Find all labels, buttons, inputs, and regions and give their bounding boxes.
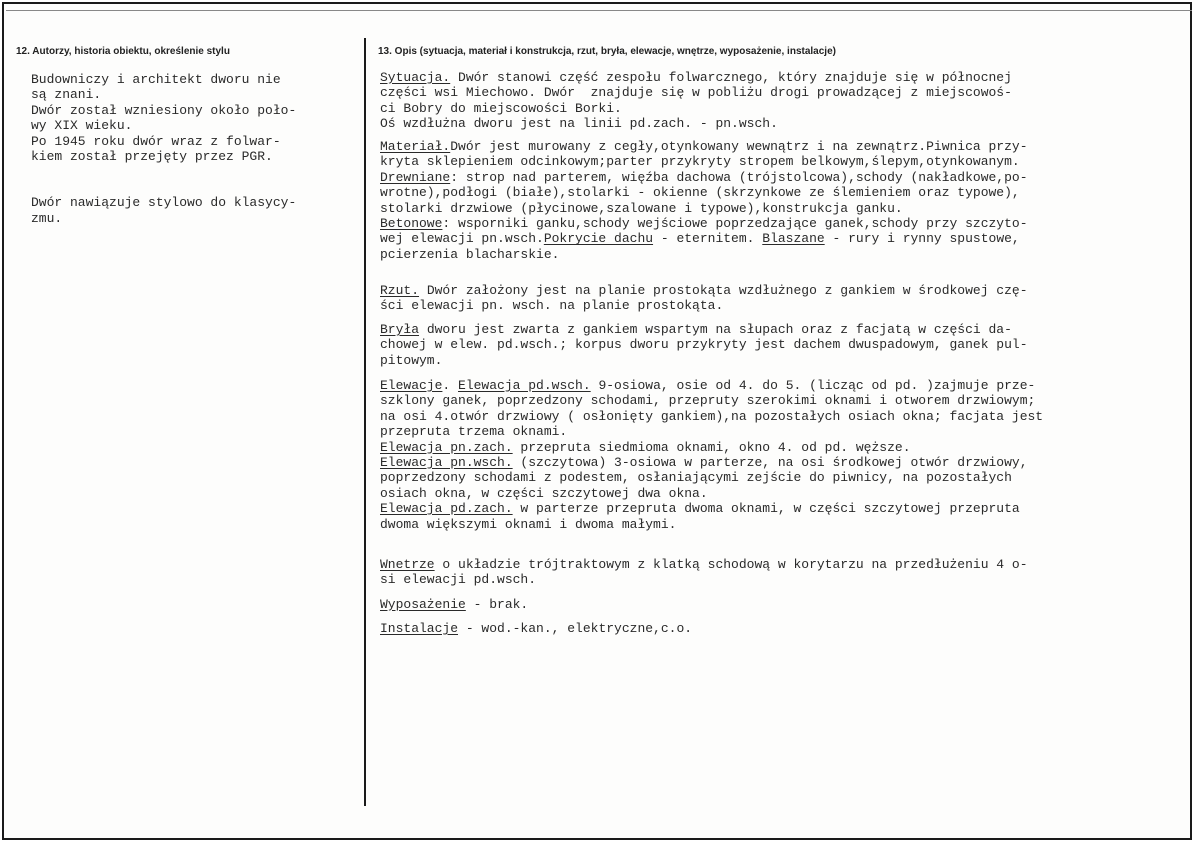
text-line: [380, 298, 1028, 313]
underlined-heading: Blaszane: [762, 231, 825, 247]
description-section: [380, 322, 1028, 368]
line-text: na osi 4.otwór drzwiowy ( osłonięty gankiem),na pozostałych osiach okna; facjata jest: [380, 408, 1044, 424]
underlined-heading: Betonowe: [380, 215, 443, 231]
text-line: [380, 470, 1043, 485]
line-text: w parterze przepruta dwoma oknami, w części szczytowej przepruta: [512, 501, 1020, 517]
line-text: stolarki drzwiowe (płycinowe,szalowane i typowe),konstrukcja ganku.: [380, 200, 903, 216]
description-section: [380, 283, 1028, 314]
text-line: [380, 597, 528, 612]
text-line: [380, 154, 1028, 169]
line-text: szklony ganek, poprzedzony schodami, przepruty szerokimi oknami i otworem drzwiowym;: [380, 393, 1036, 409]
left-text-line: [31, 164, 296, 179]
line-text: wej elewacji pn.wsch.: [380, 231, 544, 247]
text-line: [380, 70, 1012, 85]
description-section: [380, 70, 1012, 132]
line-text: pcierzenia blacharskie.: [380, 246, 560, 262]
left-column-text: [31, 72, 296, 226]
text-line: [380, 501, 1043, 516]
line-text: wrotne),podłogi (białe),stolarki - okienne (skrzynkowe ze ślemieniem oraz typowe),: [380, 185, 1020, 201]
underlined-heading: Sytuacja.: [380, 70, 451, 85]
underlined-heading: Elewacja pd.wsch.: [458, 378, 591, 393]
text-line: [380, 139, 1028, 154]
text-line: [380, 201, 1028, 216]
text-line: [380, 393, 1043, 408]
line-text: - eternitem.: [653, 231, 763, 247]
text-line: [380, 101, 1012, 116]
line-text: ści elewacji pn. wsch. na planie prostokąta.: [380, 298, 724, 314]
line-text: - brak.: [465, 597, 529, 612]
text-line: [380, 378, 1043, 393]
text-line: [380, 85, 1012, 100]
underlined-heading: Pokrycie dachu: [543, 231, 654, 247]
top-rule: [6, 10, 1192, 12]
line-text: .: [442, 378, 459, 393]
line-text: - wod.-kan., elektryczne,c.o.: [458, 621, 693, 636]
description-section: [380, 378, 1043, 532]
text-line: [380, 517, 1043, 532]
description-section: [380, 597, 528, 612]
text-line: [380, 185, 1028, 200]
text-line: [380, 322, 1028, 337]
line-text: przepruta trzema oknami.: [380, 424, 568, 440]
underlined-heading: Rzut.: [380, 283, 420, 298]
text-line: [380, 216, 1028, 231]
line-text: Dwór założony jest na planie prostokąta wzdłużnego z gankiem w środkowej czę-: [419, 283, 1028, 298]
line-text: części wsi Miechowo. Dwór znajduje się w pobliżu drogi prowadzącej z miejscowoś-: [380, 85, 1012, 101]
underlined-heading: Wnetrze: [380, 557, 435, 572]
line-text: - rury i rynny spustowe,: [824, 231, 1020, 247]
text-line: [380, 231, 1028, 246]
text-line: [380, 337, 1028, 352]
text-line: [380, 455, 1043, 470]
text-line: [380, 557, 1028, 572]
left-header: 12. Autorzy, historia obiektu, określenie stylu: [16, 46, 230, 57]
underlined-heading: Bryła: [380, 322, 420, 337]
underlined-heading: Elewacja pd.zach.: [380, 501, 513, 517]
line-text: si elewacji pd.wsch.: [380, 572, 537, 588]
column-divider: [364, 38, 366, 806]
text-line: [380, 572, 1028, 587]
text-line: [380, 409, 1043, 424]
description-section: [380, 557, 1028, 588]
line-text: Dwór stanowi część zespołu folwarcznego, który znajduje się w północnej: [450, 70, 1012, 85]
left-text-line: wy XIX wieku.: [31, 118, 133, 134]
line-text: ci Bobry do miejscowości Borki.: [380, 100, 622, 116]
left-text-line: [31, 180, 296, 195]
line-text: Oś wzdłużna dworu jest na linii pd.zach. - pn.wsch.: [380, 116, 778, 132]
underlined-heading: Elewacja pn.wsch.: [380, 454, 513, 470]
line-text: (szczytowa) 3-osiowa w parterze, na osi środkowej otwór drzwiowy,: [512, 454, 1028, 470]
underlined-heading: Wyposażenie: [380, 597, 466, 612]
line-text: poprzedzony schodami z podestem, osłaniającymi zejście do piwnicy, na pozostałych: [380, 470, 1012, 486]
description-section: [380, 621, 692, 636]
underlined-heading: Drewniane: [380, 169, 451, 185]
text-line: [380, 116, 1012, 131]
left-text-line: Dwór został wzniesiony około poło-: [31, 102, 297, 118]
underlined-heading: Elewacje: [380, 378, 443, 393]
text-line: [380, 424, 1043, 439]
line-text: 9-osiowa, osie od 4. do 5. (licząc od pd. )zajmuje prze-: [590, 378, 1036, 393]
underlined-heading: Materiał.: [380, 139, 451, 154]
text-line: [380, 170, 1028, 185]
left-text-line: są znani.: [31, 87, 102, 103]
text-line: [380, 283, 1028, 298]
text-line: [380, 353, 1028, 368]
left-text-line: Po 1945 roku dwór wraz z folwar-: [31, 133, 281, 149]
line-text: : strop nad parterem, więźba dachowa (trójstolcowa),schody (nakładkowe,po-: [450, 169, 1028, 185]
description-section: [380, 139, 1028, 262]
line-text: chowej w elew. pd.wsch.; korpus dworu przykryty jest dachem dwuspadowym, ganek pul-: [380, 337, 1028, 353]
left-text-line: Budowniczy i architekt dworu nie: [31, 72, 281, 87]
left-text-line: Dwór nawiązuje stylowo do klasycy-: [31, 195, 297, 211]
line-text: pitowym.: [380, 352, 443, 368]
text-line: [380, 247, 1028, 262]
line-text: : wsporniki ganku,schody wejściowe poprzedzające ganek,schody przy szczyto-: [442, 215, 1028, 231]
underlined-heading: Instalacje: [380, 621, 459, 636]
underlined-heading: Elewacja pn.zach.: [380, 439, 513, 455]
line-text: Dwór jest murowany z cegły,otynkowany wewnątrz i na zewnątrz.Piwnica przy-: [450, 139, 1028, 154]
text-line: [380, 621, 692, 636]
line-text: dwoma większymi oknami i dwoma małymi.: [380, 516, 677, 532]
line-text: przepruta siedmioma oknami, okno 4. od pd. węższe.: [512, 439, 911, 455]
text-line: [380, 440, 1043, 455]
left-text-line: zmu.: [31, 210, 63, 226]
text-line: [380, 486, 1043, 501]
line-text: dworu jest zwarta z gankiem wspartym na słupach oraz z facjatą w części da-: [419, 322, 1012, 337]
line-text: o układzie trójtraktowym z klatką schodową w korytarzu na przedłużeniu 4 o-: [434, 557, 1028, 572]
left-text-line: kiem został przejęty przez PGR.: [31, 148, 273, 164]
right-header: 13. Opis (sytuacja, materiał i konstrukcja, rzut, bryła, elewacje, wnętrze, wyposażenie, instalacje): [378, 46, 836, 57]
line-text: osiach okna, w części szczytowej dwa okna.: [380, 485, 708, 501]
line-text: kryta sklepieniem odcinkowym;parter przykryty stropem belkowym,ślepym,otynkowanym.: [380, 154, 1020, 170]
